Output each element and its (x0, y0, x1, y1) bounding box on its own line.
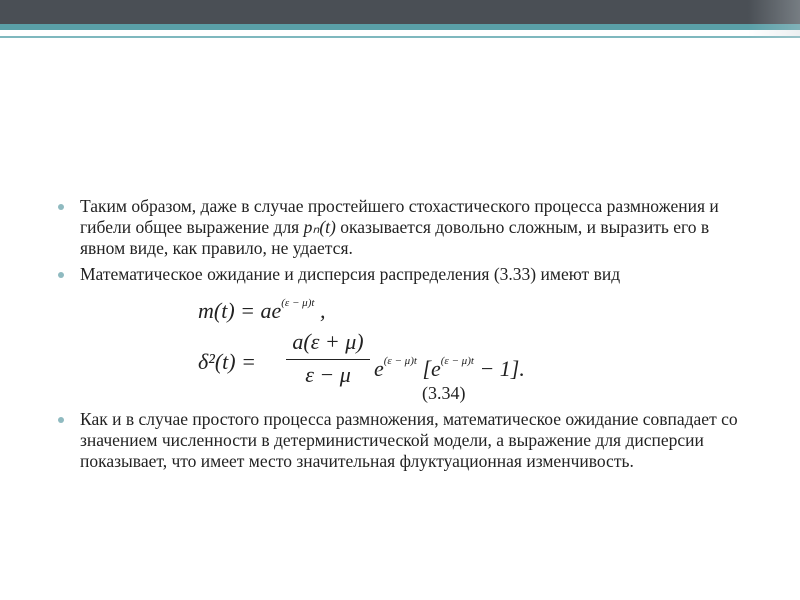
header-bar (0, 0, 800, 24)
formula-variance-rhs (374, 351, 525, 379)
slide-body (58, 196, 748, 477)
bullet-text: Математическое ожидание и дисперсия распределения (3.33) имеют вид (80, 264, 621, 284)
formula-fraction (286, 331, 370, 385)
formula-mean-base: m(t) = ae (198, 298, 282, 323)
equation-number: (3.34) (422, 383, 466, 403)
accent-line (0, 36, 800, 38)
bracket-exponent: (ε − μ)t (440, 355, 474, 367)
bullet-text-part: оказывается довольно сложным, и выразить его в явном виде, как правило, не удается. (80, 217, 710, 258)
bullet-dot-icon (58, 272, 64, 278)
formula-mean-tail: , (314, 298, 326, 323)
bracket-base: [e (416, 356, 441, 381)
bullet-text: Как и в случае простого процесса размножения, математическое ожидание совпадает со значением численности в детерминистической модели, а выражение для дисперсии показывает, что имеет место значительная флуктуационная изменчивость. (80, 409, 738, 471)
formula-block (58, 291, 748, 401)
accent-strip (0, 24, 800, 30)
bullet-dot-icon (58, 417, 64, 423)
fraction-numerator: a(ε + μ) (292, 329, 364, 354)
bullet-item (58, 264, 748, 285)
formula-mean-exponent: (ε − μ)t (281, 297, 315, 309)
formula-mean (198, 293, 325, 321)
bullet-item (58, 196, 748, 259)
inline-formula: pₙ(t) (303, 217, 336, 237)
bullet-dot-icon (58, 204, 64, 210)
header-shadow (748, 0, 800, 38)
fraction-denominator: ε − μ (305, 362, 351, 387)
bracket-tail: − 1]. (473, 356, 525, 381)
formula-variance (198, 329, 598, 403)
bullet-item (58, 409, 748, 472)
rhs-base: e (374, 356, 384, 381)
rhs-exponent: (ε − μ)t (383, 355, 417, 367)
formula-variance-lhs: δ²(t) = (198, 349, 256, 374)
bullet-text-part: Таким образом, даже в случае простейшего стохастического процесса размножения и гибели общее выражение для (80, 196, 719, 237)
